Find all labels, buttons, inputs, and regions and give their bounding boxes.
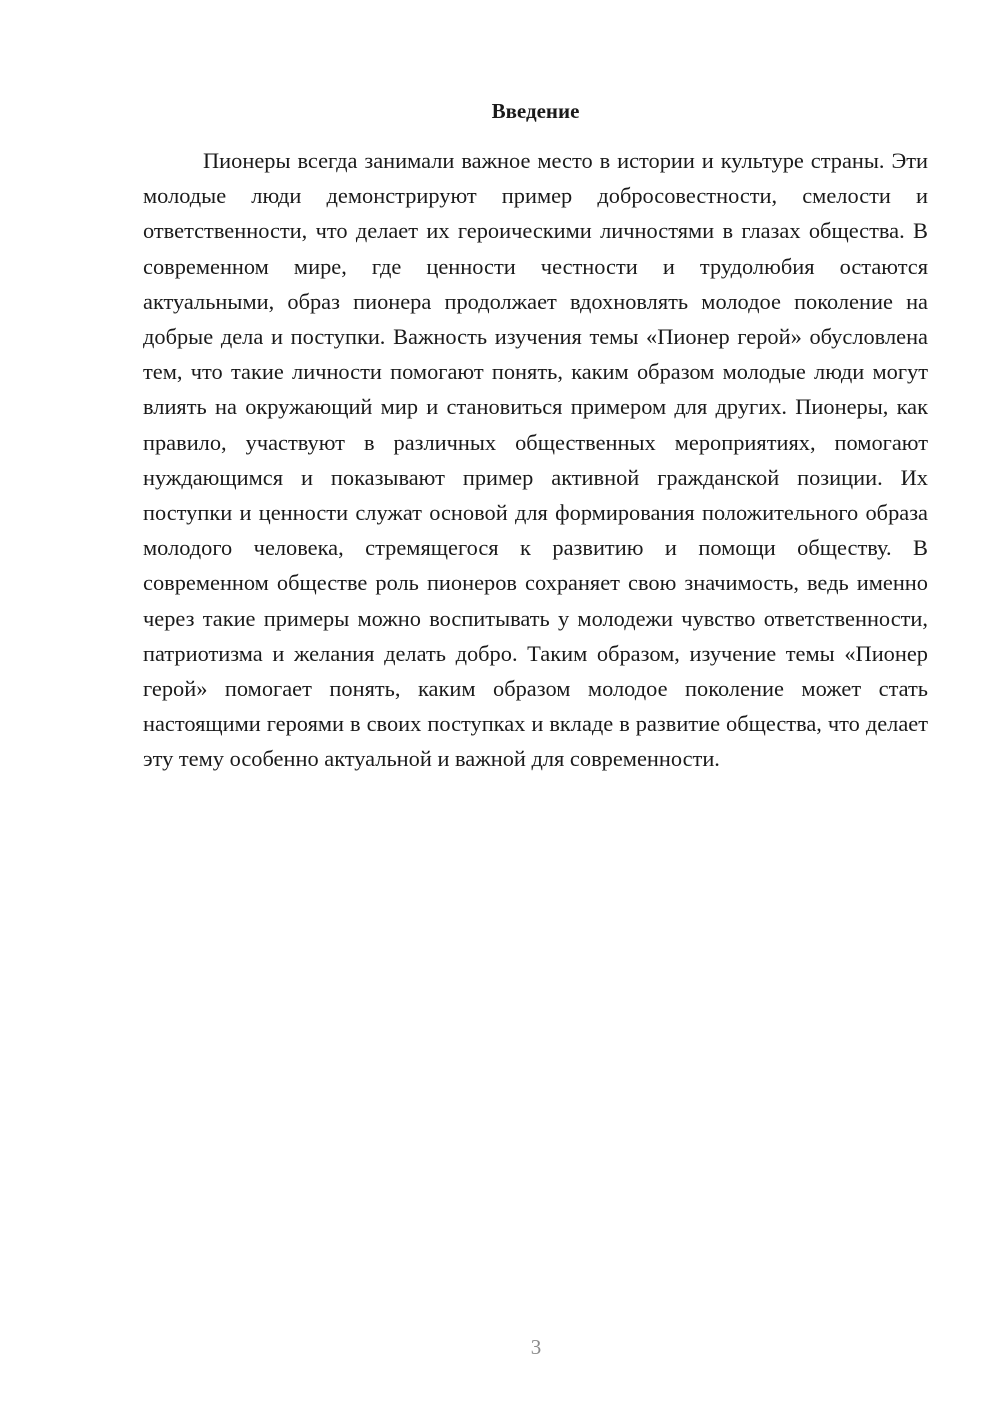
body-paragraph: Пионеры всегда занимали важное место в истории и культуре страны. Эти молодые люди демонстрируют пример добросовестности, смелости и ответственности, что делает их героическими личностями в глазах общества. В современном мире, где ценности честности и трудолюбия остаются актуальными, образ пионера продолжает вдохновлять молодое поколение на добрые дела и поступки. Важность изучения темы «Пионер герой» обусловлена тем, что такие личности помогают понять, каким образом молодые люди могут влиять на окружающий мир и становиться примером для других. Пионеры, как правило, участвуют в различных общественных мероприятиях, помогают нуждающимся и показывают пример активной гражданской позиции. Их поступки и ценности служат основой для формирования положительного образа молодого человека, стремящегося к развитию и помощи обществу. В современном обществе роль пионеров сохраняет свою значимость, ведь именно через такие примеры можно воспитывать у молодежи чувство ответственности, патриотизма и желания делать добро. Таким образом, изучение темы «Пионер герой» помогает понять, каким образом молодое поколение может стать настоящими героями в своих поступках и вкладе в развитие общества, что делает эту тему особенно актуальной и важной для современности. — [143, 148, 928, 772]
section-heading: Введение — [491, 99, 580, 123]
page-number: 3 — [530, 1335, 542, 1359]
section-heading-container — [143, 97, 928, 125]
